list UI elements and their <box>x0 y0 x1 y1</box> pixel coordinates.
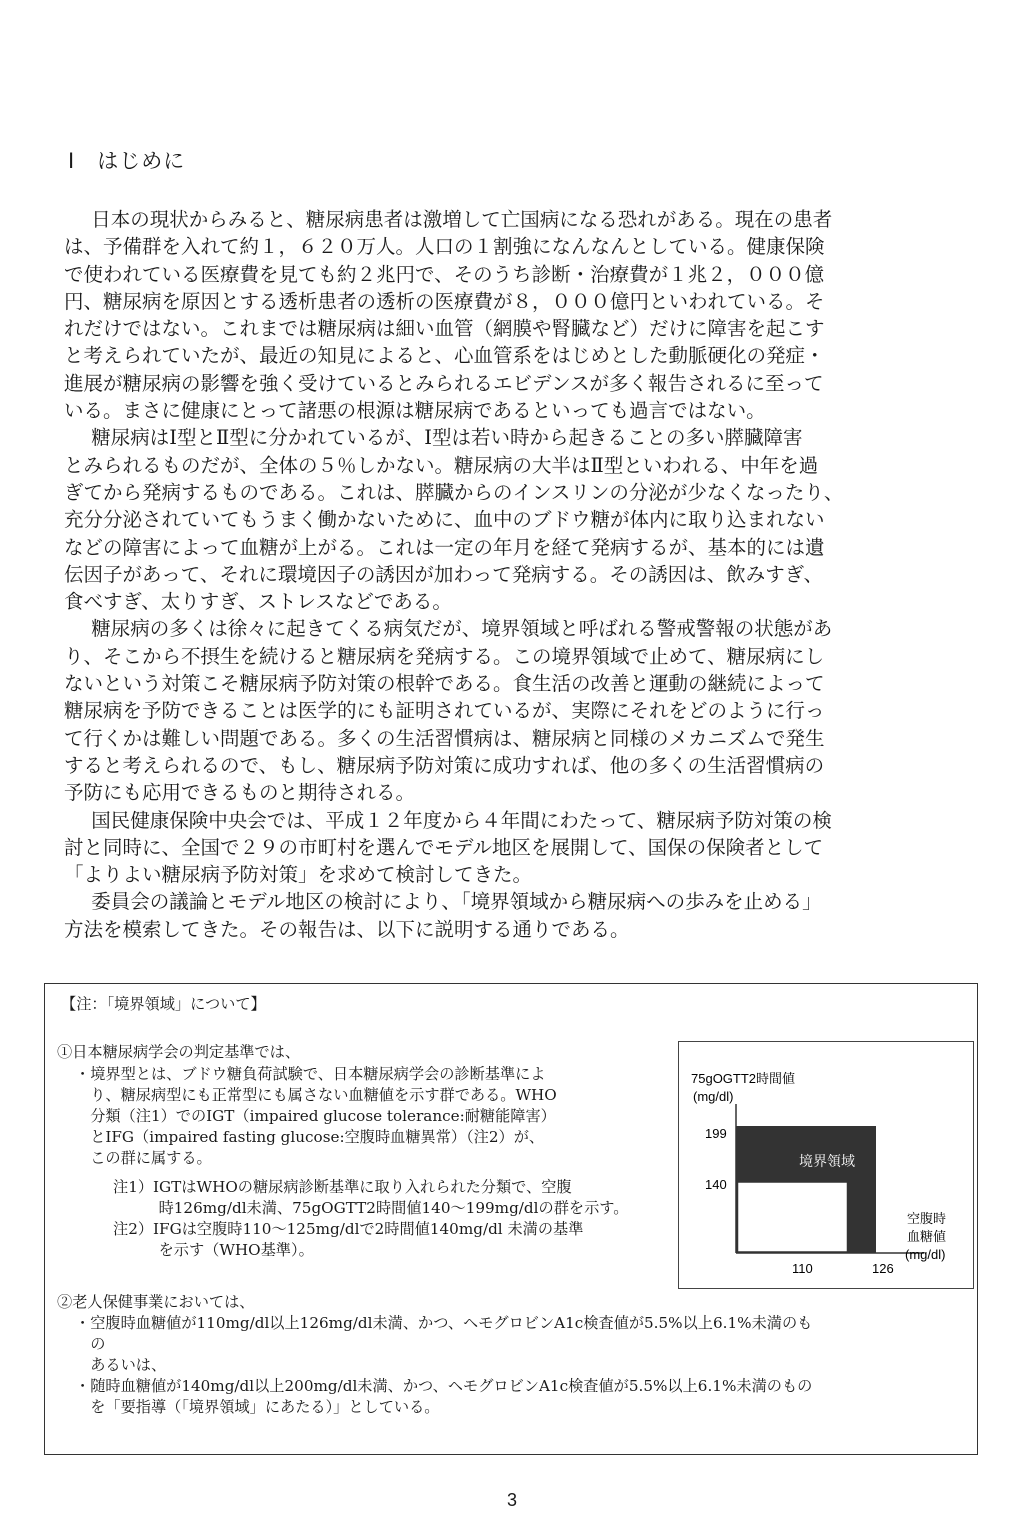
x-tick-label: 110 <box>792 1261 813 1276</box>
section-heading: Ⅰ はじめに <box>68 149 186 173</box>
page-number: 3 <box>506 1490 517 1510</box>
y-tick-label: 140 <box>705 1177 727 1192</box>
normal-region <box>738 1182 848 1252</box>
boundary-chart <box>678 1041 974 1289</box>
note-title: 【注：「境界領域」について】 <box>61 995 266 1013</box>
note-box <box>44 983 978 1455</box>
x-axis-label: 血糖値 <box>907 1229 947 1244</box>
boundary-chart-svg <box>679 1042 975 1290</box>
note-section1-item: ・境界型とは、ブドウ糖負荷試験で、日本糖尿病学会の診断基準によ り、糖尿病型にも正常型にも属さない血糖値を示す群である。WHO 分類（注1）でのIGT（impaired glucose tolerance:耐糖能障害） とIFG（impaired fasting glucose:空腹時血糖異常）（注2）が、 この群に属する。 <box>75 1065 557 1167</box>
paragraph: 糖尿病の多くは徐々に起きてくる病気だが、境界領域と呼ばれる警戒警報の状態があ り、そこから不摂生を続けると糖尿病を発病する。この境界領域で止めて、糖尿病にし ないという対策こそ糖尿病予防対策の根幹である。食生活の改善と運動の継続によって 糖尿病を予防できることは医学的にも証明されているが、実際にそれをどのように行っ て行くかは難しい問題である。多くの生活習慣病は、糖尿病と同様のメカニズムで発生 すると考えられるので、もし、糖尿病予防対策に成功すれば、他の多くの生活習慣病の 予防にも応用できるものと期待される。 <box>64 617 833 805</box>
y-axis-label: 75gOGTT2時間値 <box>691 1071 796 1086</box>
paragraph: 日本の現状からみると、糖尿病患者は激増して亡国病になる恐れがある。現在の患者 は、予備群を入れて約１，６２０万人。人口の１割強になんなんとしている。健康保険 で使われている医療費を見ても約２兆円で、そのうち診断・治療費が１兆２，０００億 円、糖尿病を原因とする透析患者の透析の医療費が８，０００億円といわれている。そ れだけではない。これまでは糖尿病は細い血管（網膜や腎臓など）だけに障害を起こす と考えられていたが、最近の知見によると、心血管系をはじめとした動脈硬化の発症・ 進展が糖尿病の影響を強く受けているとみられるエビデンスが多く報告されるに至って いる。まさに健康にとって諸悪の根源は糖尿病であるといっても過言ではない。 <box>64 208 833 423</box>
paragraph: 国民健康保険中央会では、平成１２年度から４年間にわたって、糖尿病予防対策の検 討と同時に、全国で２９の市町村を選んでモデル地区を展開して、国保の保険者として 「よりよい糖尿病予防対策」を求めて検討してきた。 <box>64 808 832 887</box>
x-axis-unit: (mg/dl) <box>905 1247 946 1262</box>
paragraph: 委員会の議論とモデル地区の検討により、「境界領域から糖尿病への歩みを止める」 方法を模索してきた。その報告は、以下に説明する通りである。 <box>64 890 822 941</box>
note-footnotes: 注1）IGTはWHOの糖尿病診断基準に取り入れられた分類で、空腹 時126mg/dl未満、75gOGTT2時間値140～199mg/dlの群を示す。 注2）IFGは空腹時110～125mg/dlで2時間値140mg/dl 未満の基準 を示す（WHO基準）。 <box>113 1178 629 1259</box>
x-axis-label: 空腹時 <box>907 1211 947 1226</box>
note-section1-heading: ①日本糖尿病学会の判定基準では、 <box>57 1043 300 1061</box>
y-axis-unit: (mg/dl) <box>693 1089 734 1104</box>
region-label: 境界領域 <box>799 1153 855 1169</box>
y-tick-label: 199 <box>705 1126 727 1141</box>
body-text <box>64 206 964 943</box>
paragraph: 糖尿病はⅠ型とⅡ型に分かれているが、Ⅰ型は若い時から起きることの多い膵臓障害 とみられるものだが、全体の５％しかない。糖尿病の大半はⅡ型といわれる、中年を過 ぎてから発病するものである。これは、膵臓からのインスリンの分泌が少なくなったり、 充分分泌されていてもうまく働かないために、血中のブドウ糖が体内に取り込まれない などの障害によって血糖が上がる。これは一定の年月を経て発病するが、基本的には遺 伝因子があって、それに環境因子の誘因が加わって発病する。その誘因は、飲みすぎ、 食べすぎ、太りすぎ、ストレスなどである。 <box>64 426 844 614</box>
note-section2-items: ・空腹時血糖値が110mg/dl以上126mg/dl未満、かつ、ヘモグロビンA1c検査値が5.5%以上6.1%未満のも の あるいは、 ・随時血糖値が140mg/dl以上200mg/dl未満、かつ、ヘモグロビンA1c検査値が5.5%以上6.1%未満のもの を「要指導（「境界領域」にあたる）」としている。 <box>75 1314 813 1416</box>
x-tick-label: 126 <box>872 1261 894 1276</box>
note-section2-heading: ②老人保健事業においては、 <box>57 1293 255 1311</box>
